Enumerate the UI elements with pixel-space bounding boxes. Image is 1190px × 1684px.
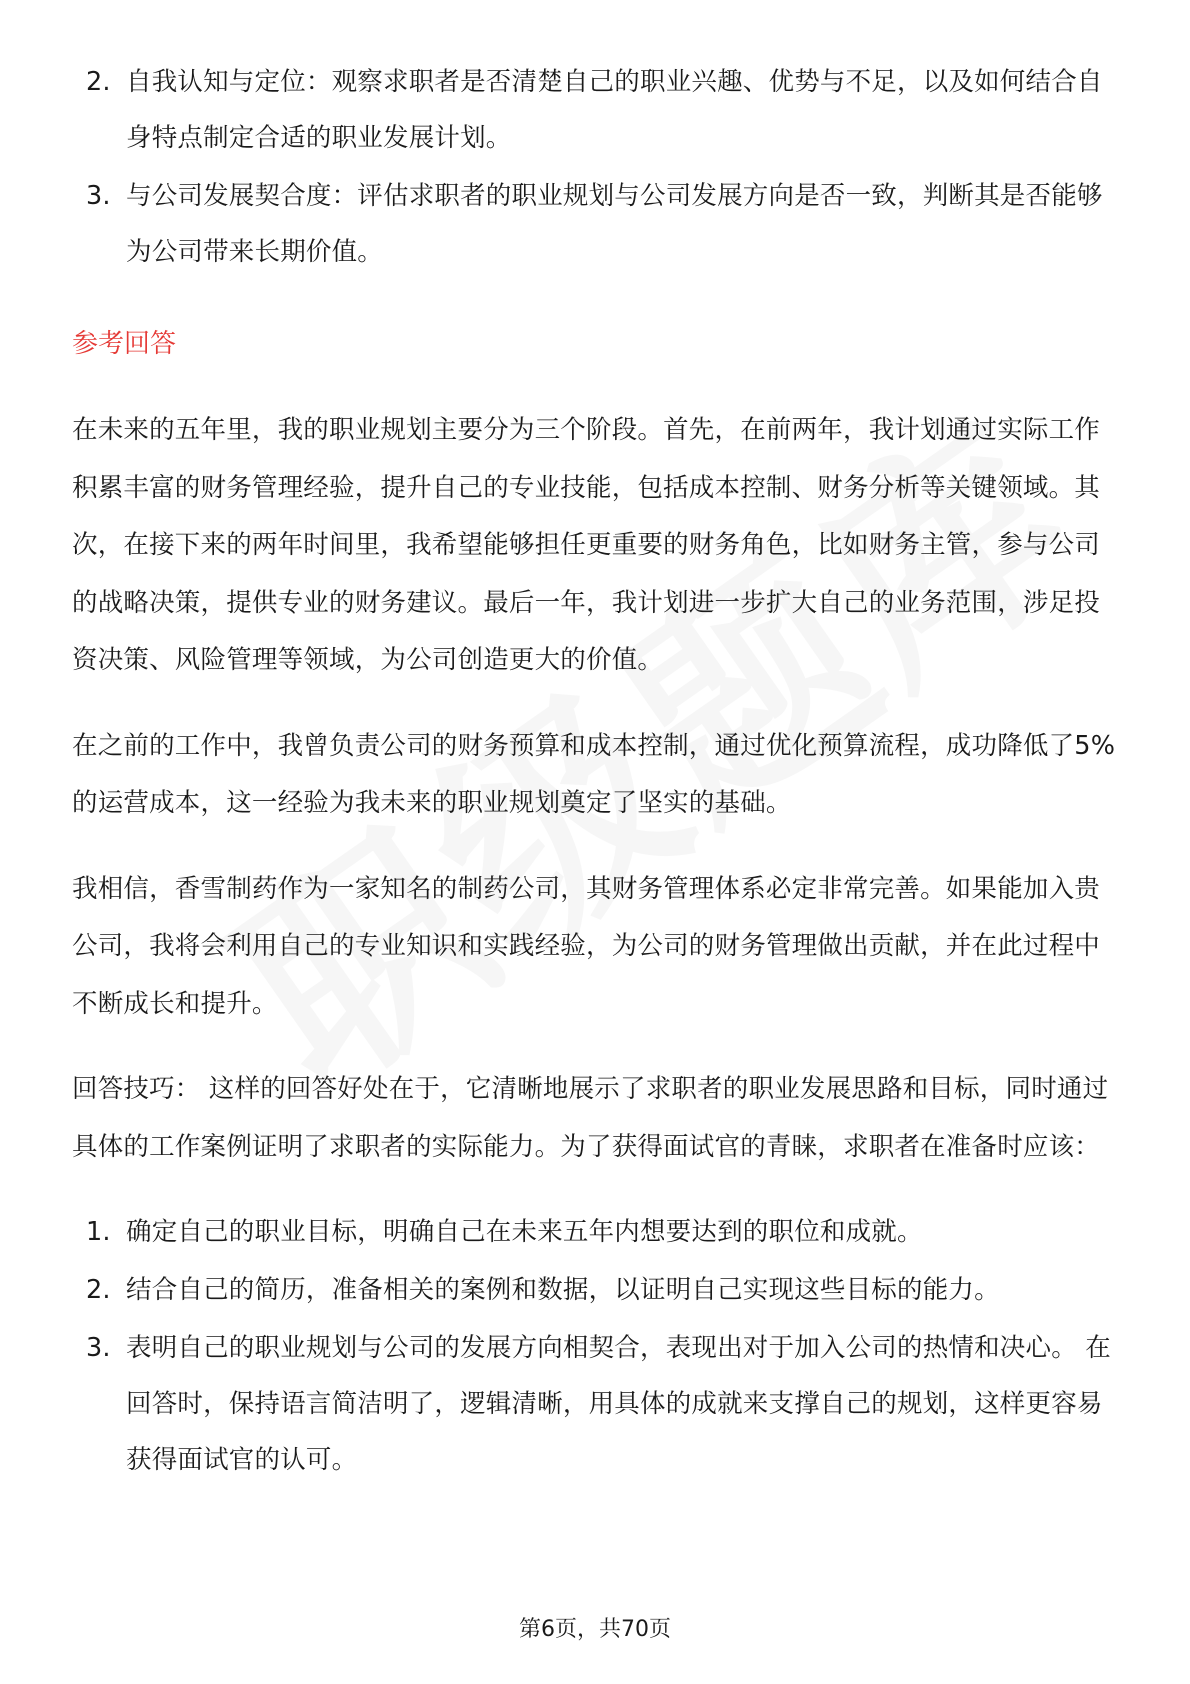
section-heading: 参考回答 <box>72 329 177 359</box>
page-footer: 第6页，共70页 <box>519 1617 671 1642</box>
list-item <box>72 1204 1122 1260</box>
tips-list <box>72 1204 1122 1488</box>
list-item <box>72 1262 1122 1318</box>
tips-paragraph: 回答技巧： 这样的回答好处在于，它清晰地展示了求职者的职业发展思路和目标，同时通过具体的工作案例证明了求职者的实际能力。为了获得面试官的青睐，求职者在准备时应该： <box>72 1074 1109 1162</box>
list-text: 确定自己的职业目标，明确自己在未来五年内想要达到的职位和成就。 <box>126 1217 923 1247</box>
answer-paragraph: 在之前的工作中，我曾负责公司的财务预算和成本控制，通过优化预算流程，成功降低了5%的运营成本，这一经验为我未来的职业规划奠定了坚实的基础。 <box>72 730 1116 818</box>
answer-paragraph: 在未来的五年里，我的职业规划主要分为三个阶段。首先，在前两年，我计划通过实际工作积累丰富的财务管理经验，提升自己的专业技能，包括成本控制、财务分析等关键领域。其次，在接下来的两年时间里，我希望能够担任更重要的财务角色，比如财务主管，参与公司的战略决策，提供专业的财务建议。最后一年，我计划进一步扩大自己的业务范围，涉足投资决策、风险管理等领域，为公司创造更大的价值。 <box>72 415 1101 675</box>
list-number: 2. <box>86 67 111 97</box>
list-text: 自我认知与定位：观察求职者是否清楚自己的职业兴趣、优势与不足，以及如何结合自身特点制定合适的职业发展计划。 <box>126 67 1103 153</box>
list-number: 3. <box>86 1333 111 1363</box>
list-number: 1. <box>86 1217 111 1247</box>
list-text: 表明自己的职业规划与公司的发展方向相契合，表现出对于加入公司的热情和决心。 在回答时，保持语言简洁明了，逻辑清晰，用具体的成就来支撑自己的规划，这样更容易获得面试官的认可。 <box>126 1333 1111 1475</box>
list-number: 3. <box>86 181 111 211</box>
list-item <box>72 54 1122 166</box>
answer-paragraph: 我相信，香雪制药作为一家知名的制药公司，其财务管理体系必定非常完善。如果能加入贵公司，我将会利用自己的专业知识和实践经验，为公司的财务管理做出贡献，并在此过程中不断成长和提升。 <box>72 873 1101 1019</box>
list-item <box>72 168 1122 280</box>
list-number: 2. <box>86 1275 111 1305</box>
page-content <box>72 54 1122 1488</box>
list-item <box>72 1320 1122 1488</box>
evaluation-list <box>72 54 1122 280</box>
list-text: 与公司发展契合度：评估求职者的职业规划与公司发展方向是否一致，判断其是否能够为公司带来长期价值。 <box>126 181 1103 267</box>
list-text: 结合自己的简历，准备相关的案例和数据，以证明自己实现这些目标的能力。 <box>126 1275 1000 1305</box>
